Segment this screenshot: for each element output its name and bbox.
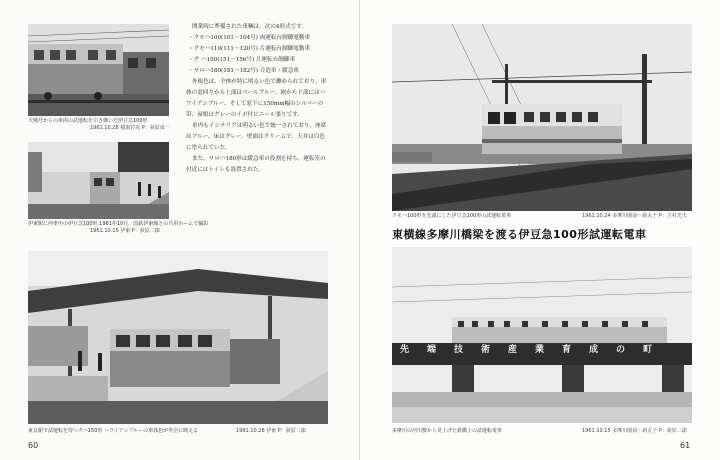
photo-covered-platform (28, 251, 328, 424)
car-type-item: ・クモハ100(101〜104号) 両運転台制御電動車 (188, 35, 311, 41)
body-paragraph-color: 外板色は、全体が特に明るい色で纏められており、車体の窓回りから上部はペールブルー、裾からド部にはハワイアンブルー、そして窓下に150mm幅のシルバーの帯、屋根はグレーのイボ付ビニール張りです。 (186, 79, 327, 118)
photo-yard-train (28, 24, 169, 116)
caption-photo-covered-platform: 東京駅で試運転を待つクハ150形 ハワイアンブルーの車体色が冬空に映える (28, 428, 199, 434)
caption-photo-station: 伊東駅に停車中の伊豆急100形 1961年10月、国鉄伊東線との共用ホームで撮影 (28, 221, 209, 227)
photo-bridge-train (392, 247, 692, 423)
page-number-right: 61 (680, 441, 691, 450)
bridge-sign-text: 先端技術産業育成の町 (400, 345, 671, 355)
body-paragraph-intro: 開業時に準備された車輌は、次の4形式です。 (192, 24, 307, 30)
meta-photo-yard: 1961.10.28 稲取付近 P：荻原成一 (90, 125, 170, 131)
caption-photo-bridge: 多摩川の河川敷から見上げた鉄橋上の試運転電車 (392, 428, 503, 434)
meta-photo-station: 1961.10.15 伊東 P：荻原二郎 (90, 228, 160, 234)
meta-photo-covered-platform: 1961.10.28 伊東 P：荻原二郎 (236, 428, 306, 434)
photo-catenary-train (392, 24, 692, 211)
meta-photo-catenary: 1961.10.24 多摩川園前〜新丸子 P：吉村光夫 (582, 213, 687, 219)
meta-photo-bridge: 1961.10.15 多摩川園前〜新丸子 P：荻原二郎 (582, 428, 687, 434)
body-paragraph-interior: 車内もインテリアは明るい色で統一されており、座席はブルー、床はグレー、壁面はクリームで、天井は白色に塗られていた。 (186, 123, 327, 151)
photo-catenary-train-image (392, 24, 692, 211)
car-type-item: ・クモハ110(111〜120号) 片運転台制御電動車 (188, 46, 311, 52)
body-paragraph-saroha: また、サロハ180形は緩急車の役割を持ち、運転室の付近にはトイレも設置された。 (186, 156, 326, 173)
photo-yard-train-image (28, 24, 169, 116)
article-body (186, 22, 330, 176)
right-page (360, 0, 720, 460)
car-type-list (186, 33, 330, 77)
caption-photo-catenary: クモハ100形を先頭にした伊豆急100形の試運転電車 (392, 213, 512, 219)
caption-photo-yard: 天城号からの車両の試運転を引き継いだ伊豆急100形 (28, 118, 148, 124)
photo-covered-platform-image (28, 251, 328, 424)
car-type-item: ・ク ハ150(151〜156号) 片運転台制御車 (188, 57, 296, 63)
page-number-left: 60 (28, 441, 39, 450)
car-type-item: ・サロハ180(181〜182号) 合造車・緩急車 (188, 68, 299, 74)
photo-station-platform-image (28, 142, 169, 219)
photo-bridge-train-image (392, 247, 692, 423)
photo-station-platform (28, 142, 169, 219)
article-headline: 東横線多摩川橋梁を渡る伊豆急100形試運転電車 (392, 228, 647, 241)
